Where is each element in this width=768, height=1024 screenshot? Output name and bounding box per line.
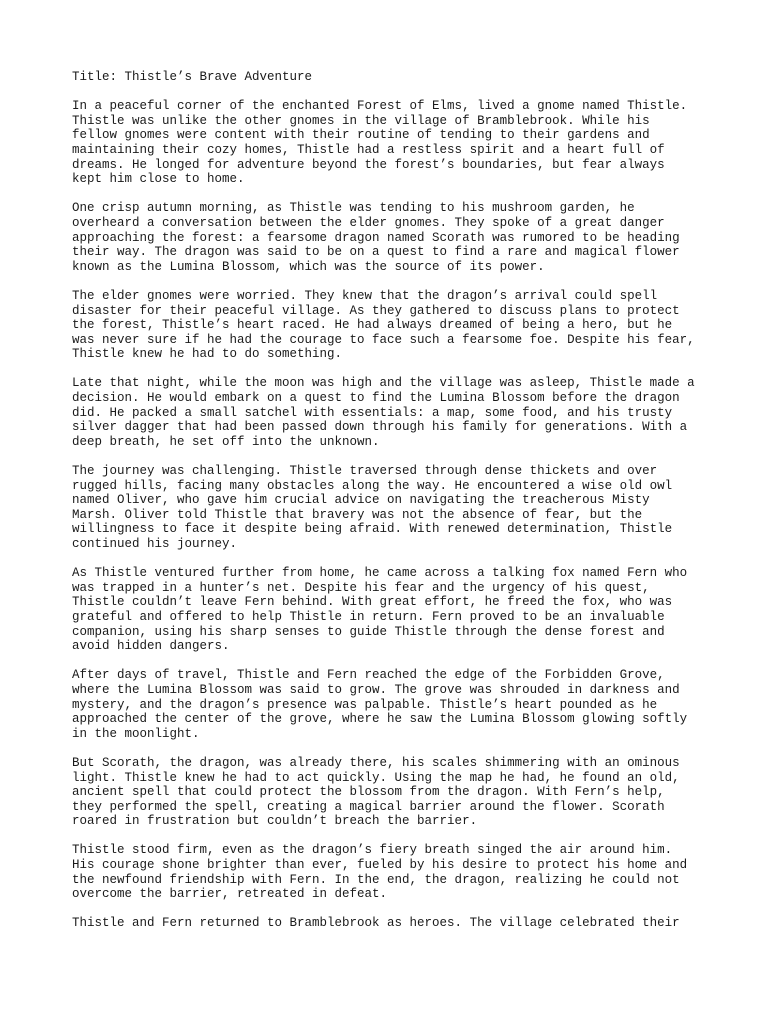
text-line: rugged hills, facing many obstacles along the way. He encountered a wise old owl: [72, 478, 673, 493]
text-line: The journey was challenging. Thistle traversed through dense thickets and over: [72, 464, 658, 479]
text-line: decision. He would embark on a quest to find the Lumina Blossom before the dragon: [72, 391, 680, 406]
text-line: As Thistle ventured further from home, he came across a talking fox named Fern who: [72, 566, 688, 581]
text-line: Marsh. Oliver told Thistle that bravery was not the absence of fear, but the: [72, 507, 643, 522]
text-line: One crisp autumn morning, as Thistle was tending to his mushroom garden, he: [72, 201, 635, 216]
paragraph: [72, 566, 712, 654]
document-page: [72, 70, 712, 946]
paragraph: [72, 756, 712, 829]
text-line: avoid hidden dangers.: [72, 639, 230, 654]
text-line: companion, using his sharp senses to guide Thistle through the dense forest and: [72, 624, 665, 639]
text-line: the newfound friendship with Fern. In the end, the dragon, realizing he could not: [72, 872, 680, 887]
text-line: roared in frustration but couldn’t breach the barrier.: [72, 814, 478, 829]
text-line: did. He packed a small satchel with essentials: a map, some food, and his trusty: [72, 405, 673, 420]
text-line: grateful and offered to help Thistle in return. Fern proved to be an invaluable: [72, 609, 665, 624]
paragraph: [72, 289, 712, 362]
text-line: mystery, and the dragon’s presence was palpable. Thistle’s heart pounded as he: [72, 697, 658, 712]
text-line: deep breath, he set off into the unknown.: [72, 434, 380, 449]
text-line: approaching the forest: a fearsome dragon named Scorath was rumored to be heading: [72, 230, 680, 245]
text-line: was trapped in a hunter’s net. Despite his fear and the urgency of his quest,: [72, 580, 650, 595]
text-line: named Oliver, who gave him crucial advice on navigating the treacherous Misty: [72, 493, 650, 508]
text-line: was never sure if he had the courage to face such a fearsome foe. Despite his fear,: [72, 332, 695, 347]
text-line: The elder gnomes were worried. They knew that the dragon’s arrival could spell: [72, 288, 658, 303]
text-line: Thistle stood firm, even as the dragon’s fiery breath singed the air around him.: [72, 843, 673, 858]
text-line: overcome the barrier, retreated in defeat.: [72, 887, 388, 902]
text-line: willingness to face it despite being afraid. With renewed determination, Thistle: [72, 522, 673, 537]
text-line: continued his journey.: [72, 537, 238, 551]
text-line: known as the Lumina Blossom, which was the source of its power.: [72, 259, 545, 274]
text-line: ancient spell that could protect the blossom from the dragon. With Fern’s help,: [72, 785, 665, 800]
text-line: maintaining their cozy homes, Thistle had a restless spirit and a heart full of: [72, 142, 665, 157]
text-line: their way. The dragon was said to be on a quest to find a rare and magical flower: [72, 245, 680, 260]
text-line: kept him close to home.: [72, 172, 245, 187]
text-line: light. Thistle knew he had to act quickly. Using the map he had, he found an old,: [72, 770, 680, 785]
paragraph: [72, 99, 712, 187]
paragraph: [72, 464, 712, 552]
text-line: But Scorath, the dragon, was already there, his scales shimmering with an ominous: [72, 755, 680, 770]
paragraph: [72, 668, 712, 741]
paragraph: [72, 916, 712, 931]
text-line: dreams. He longed for adventure beyond the forest’s boundaries, but fear always: [72, 157, 665, 172]
document-body: [72, 99, 712, 931]
text-line: disaster for their peaceful village. As they gathered to discuss plans to protect: [72, 303, 680, 318]
text-line: they performed the spell, creating a magical barrier around the flower. Scorath: [72, 799, 665, 814]
text-line: overheard a conversation between the elder gnomes. They spoke of a great danger: [72, 215, 665, 230]
text-line: silver dagger that had been passed down through his family for generations. With a: [72, 420, 688, 435]
text-line: In a peaceful corner of the enchanted Forest of Elms, lived a gnome named Thistle.: [72, 99, 688, 114]
document-title: Title: Thistle’s Brave Adventure: [72, 70, 313, 84]
paragraph: [72, 201, 712, 274]
paragraph: [72, 843, 712, 901]
text-line: Thistle knew he had to do something.: [72, 347, 343, 362]
text-line: fellow gnomes were content with their routine of tending to their gardens and: [72, 128, 650, 143]
text-line: in the moonlight.: [72, 726, 200, 741]
text-line: After days of travel, Thistle and Fern reached the edge of the Forbidden Grove,: [72, 668, 665, 683]
text-line: Thistle couldn’t leave Fern behind. With great effort, he freed the fox, who was: [72, 595, 673, 610]
text-line: His courage shone brighter than ever, fueled by his desire to protect his home and: [72, 858, 688, 873]
paragraph: [72, 376, 712, 449]
text-line: approached the center of the grove, where he saw the Lumina Blossom glowing softly: [72, 712, 688, 727]
text-line: Thistle was unlike the other gnomes in the village of Bramblebrook. While his: [72, 113, 650, 128]
text-line: the forest, Thistle’s heart raced. He had always dreamed of being a hero, but he: [72, 318, 673, 333]
text-line: Late that night, while the moon was high and the village was asleep, Thistle made a: [72, 376, 695, 391]
text-line: Thistle and Fern returned to Bramblebrook as heroes. The village celebrated their: [72, 916, 680, 931]
text-line: where the Lumina Blossom was said to grow. The grove was shrouded in darkness and: [72, 682, 680, 697]
